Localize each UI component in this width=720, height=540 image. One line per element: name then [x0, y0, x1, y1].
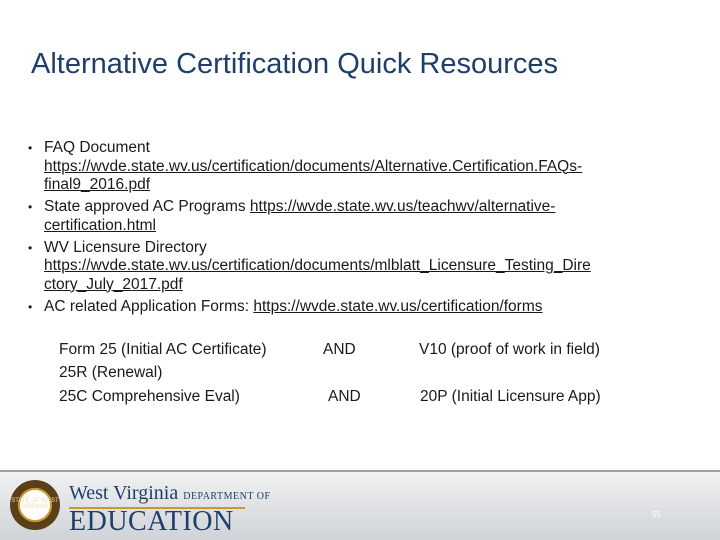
- state-seal-icon: STATE OF WEST VIRGINIA: [10, 480, 60, 530]
- footer: [0, 470, 720, 540]
- licensure-directory-link[interactable]: https://wvde.state.wv.us/certification/documents/mlblatt_Licensure_Testing_Dire ctory_July_2017.pdf: [44, 257, 591, 293]
- and-text: AND: [323, 341, 356, 358]
- ac-programs-label: State approved AC Programs: [44, 198, 250, 215]
- page-number: 55: [652, 510, 661, 519]
- application-forms-link[interactable]: https://wvde.state.wv.us/certification/forms: [253, 297, 543, 315]
- list-item: [28, 298, 696, 317]
- ac-programs-link[interactable]: https://wvde.state.wv.us/teachwv/alternative- certification.html: [44, 198, 556, 234]
- department-label: DEPARTMENT OF: [183, 491, 271, 502]
- faq-link[interactable]: https://wvde.state.wv.us/certification/documents/Alternative.Certification.FAQs- final9_2016.pdf: [44, 157, 583, 193]
- list-item: [28, 239, 696, 295]
- form-25-text: Form 25 (Initial AC Certificate): [59, 341, 267, 358]
- bullet-icon: •: [28, 200, 33, 214]
- footer-divider: [0, 470, 720, 472]
- education-wordmark: EDUCATION: [69, 506, 234, 537]
- form-25r-text: 25R (Renewal): [59, 364, 163, 381]
- list-item: [28, 139, 696, 195]
- application-forms-label: AC related Application Forms:: [44, 297, 254, 315]
- form-25c-text: 25C Comprehensive Eval): [59, 388, 240, 405]
- and-text: AND: [328, 388, 361, 405]
- bullet-icon: •: [28, 240, 33, 255]
- page-title: Alternative Certification Quick Resources: [31, 48, 559, 80]
- resource-list: [28, 139, 696, 320]
- faq-label: FAQ Document: [44, 139, 150, 156]
- bullet-icon: •: [28, 141, 33, 155]
- form-20p-text: 20P (Initial Licensure App): [420, 388, 601, 405]
- wv-wordmark: West Virginia DEPARTMENT OF: [69, 482, 271, 504]
- licensure-directory-label: WV Licensure Directory: [44, 238, 207, 256]
- list-item: [28, 198, 696, 235]
- form-v10-text: V10 (proof of work in field): [419, 341, 600, 358]
- bullet-icon: •: [28, 299, 33, 314]
